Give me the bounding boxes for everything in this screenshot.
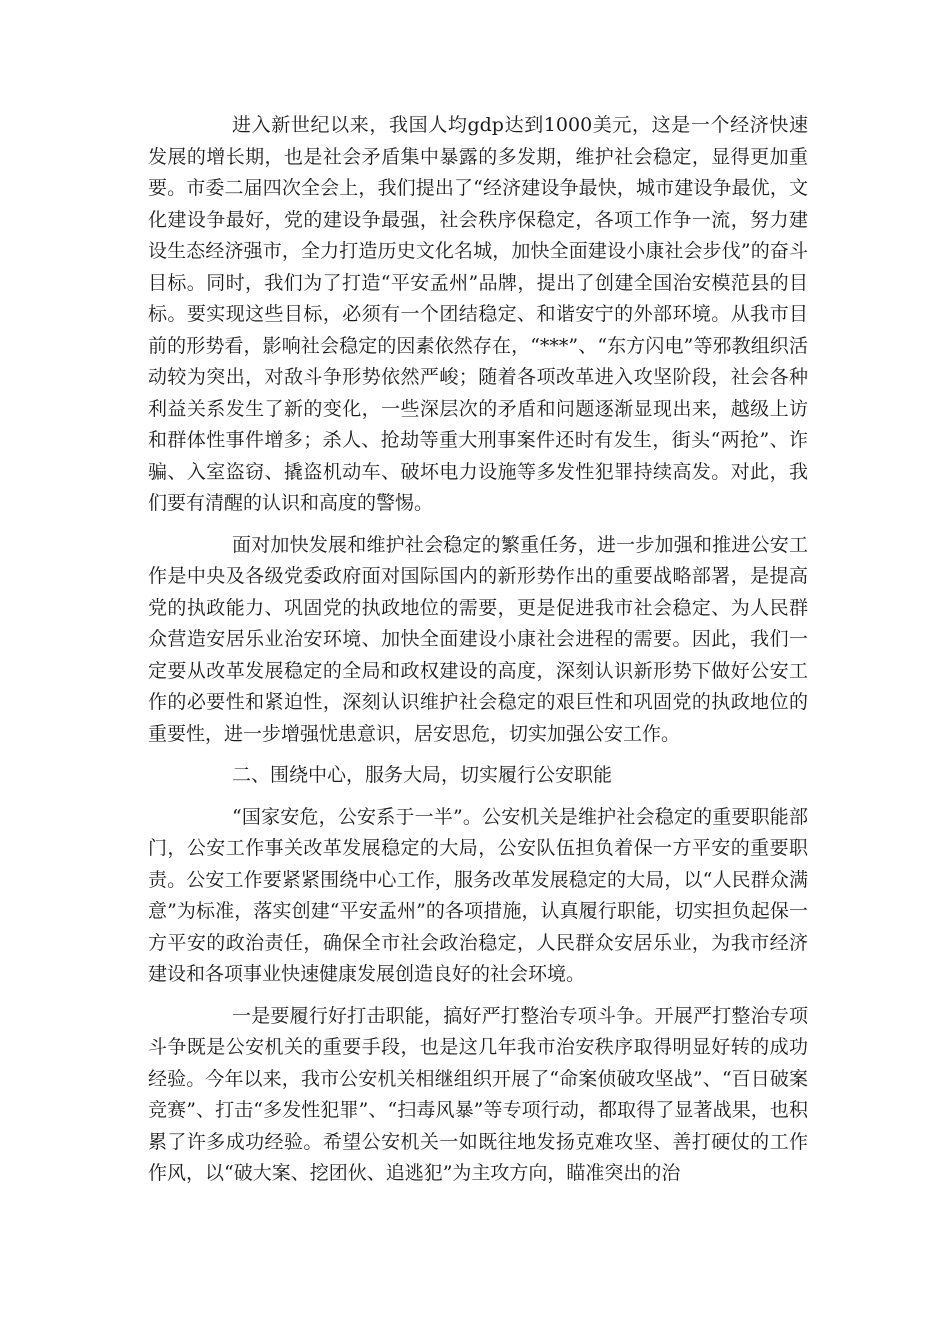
document-body — [148, 110, 808, 1200]
section-heading-2: 二、围绕中心，服务大局，切实履行公安职能 — [232, 764, 613, 786]
paragraph-new-century: 进入新世纪以来，我国人均gdp达到1000美元，这是一个经济快速发展的增长期，也是社会矛盾集中暴露的多发期，维护社会稳定，显得更加重要。市委二届四次全会上，我们提出了“经济建设争最快，城市建设争最优，文化建设争最好，党的建设争最强，社会秩序保稳定，各项工作争一流，努力建设生态经济强市，全力打造历史文化名城，加快全面建设小康社会步伐”的奋斗目标。同时，我们为了打造“平安孟州”品牌，提出了创建全国治安模范县的目标。要实现这些目标，必须有一个团结稳定、和谐安宁的外部环境。从我市目前的形势看，影响社会稳定的因素依然存在，“***”、“东方闪电”等邪教组织活动较为突出，对敌斗争形势依然严峻；随着各项改革进入攻坚阶段，社会各种利益关系发生了新的变化，一些深层次的矛盾和问题逐渐显现出来，越级上访和群体性事件增多；杀人、抢劫等重大刑事案件还时有发生，街头“两抢”、诈骗、入室盗窃、撬盗机动车、破坏电力设施等多发性犯罪持续高发。对此，我们要有清醒的认识和高度的警惕。 — [148, 114, 808, 514]
paragraph-national-security: “国家安危，公安系于一半”。公安机关是维护社会稳定的重要职能部门，公安工作事关改革发展稳定的大局，公安队伍担负着保一方平安的重要职责。公安工作要紧紧围绕中心工作，服务改革发展稳定的大局，以“人民群众满意”为标准，落实创建“平安孟州”的各项措施，认真履行职能，切实担负起保一方平安的政治责任，确保全市社会政治稳定，人民群众安居乐业，为我市经济建设和各项事业快速健康发展创造良好的社会环境。 — [148, 805, 808, 985]
paragraph-public-security-importance: 面对加快发展和维护社会稳定的繁重任务，进一步加强和推进公安工作是中央及各级党委政府面对国际国内的新形势作出的重要战略部署，是提高党的执政能力、巩固党的执政地位的需要，更是促进我市社会稳定、为人民群众营造安居乐业治安环境、加快全面建设小康社会进程的需要。因此，我们一定要从改革发展稳定的全局和政权建设的高度，深刻认识新形势下做好公安工作的必要性和紧迫性，深刻认识维护社会稳定的艰巨性和巩固党的执政地位的重要性，进一步增强忧患意识，居安思危，切实加强公安工作。 — [148, 533, 808, 745]
paragraph-strike-duty: 一是要履行好打击职能，搞好严打整治专项斗争。开展严打整治专项斗争既是公安机关的重要手段，也是这几年我市治安秩序取得明显好转的成功经验。今年以来，我市公安机关相继组织开展了“命案侦破攻坚战”、“百日破案竞赛”、打击“多发性犯罪”、“扫毒风暴”等专项行动，都取得了显著战果，也积累了许多成功经验。希望公安机关一如既往地发扬克难攻坚、善打硬仗的工作作风，以“破大案、挖团伙、追逃犯”为主攻方向，瞄准突出的治 — [148, 1004, 808, 1184]
